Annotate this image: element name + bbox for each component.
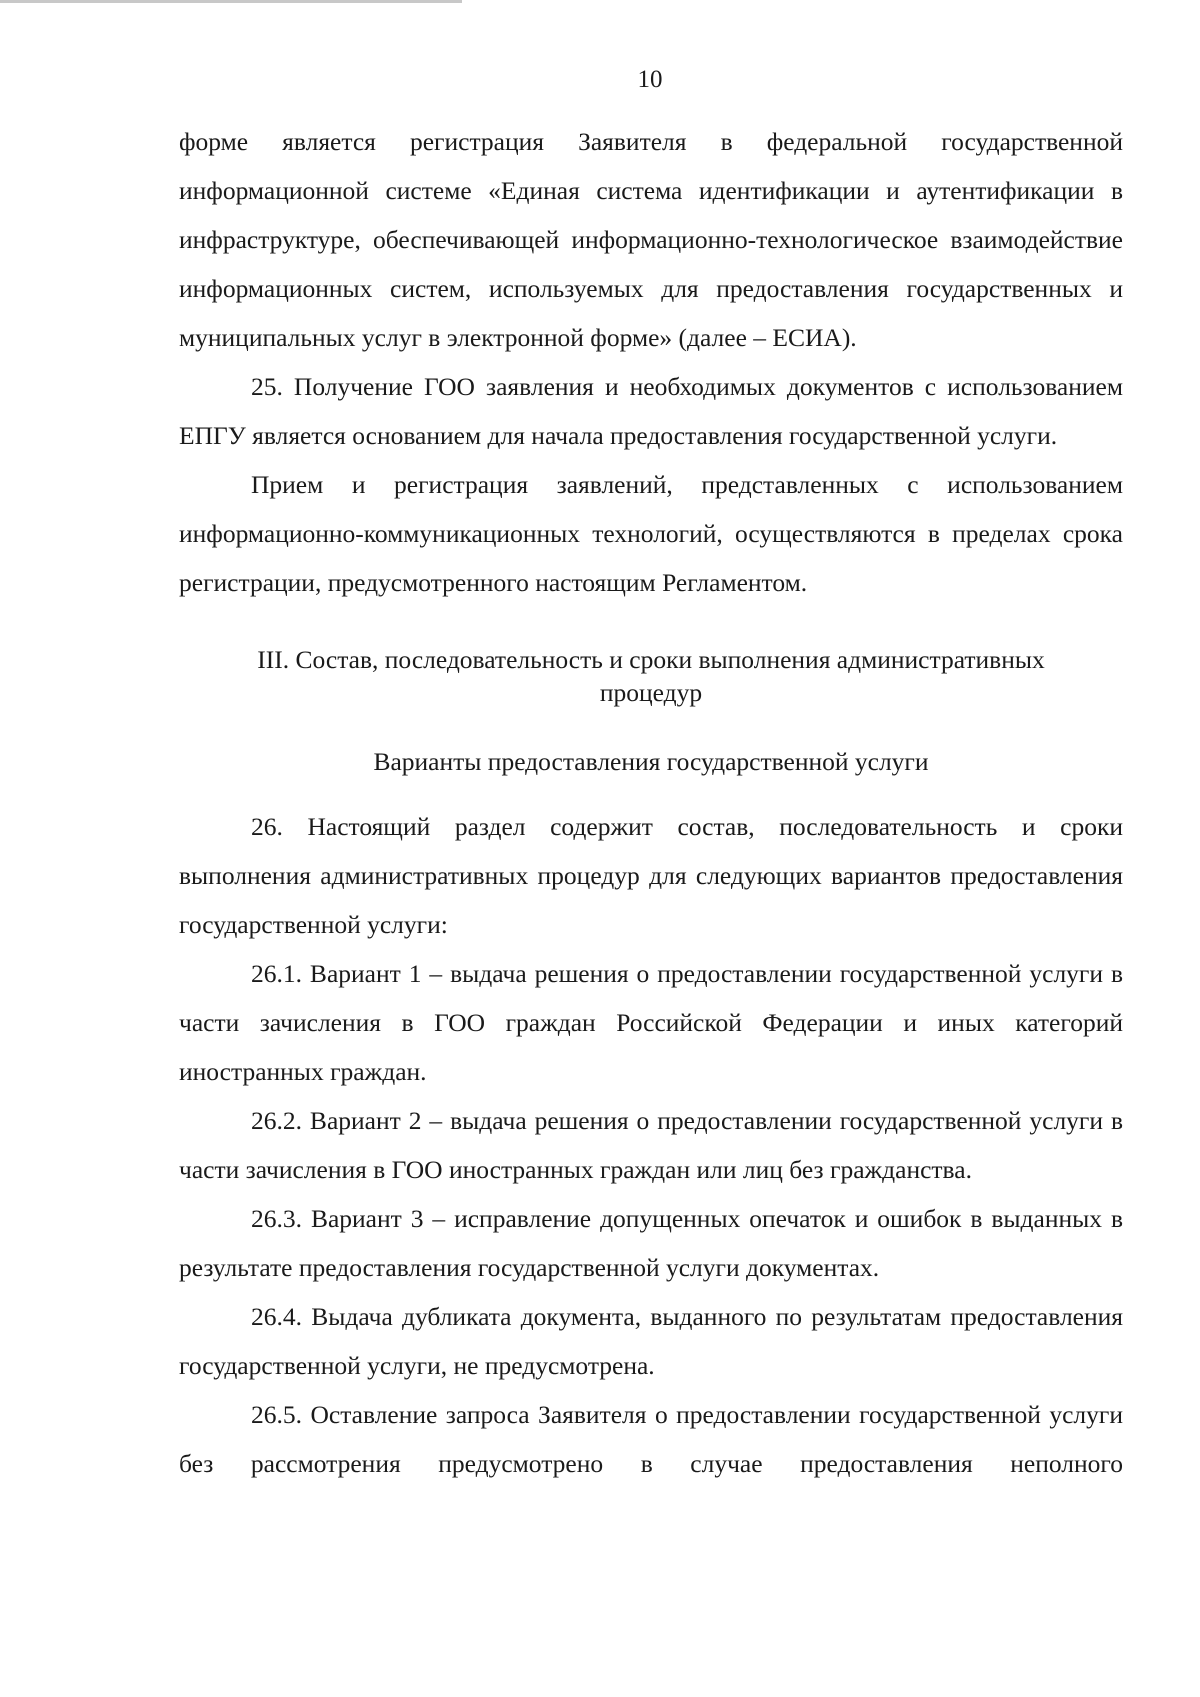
heading-line: III. Состав, последовательность и сроки выполнения административных xyxy=(257,645,1045,674)
text-line: услуги без рассмотрения предусмотрено в случае предоставления неполного xyxy=(179,1400,1124,1478)
text-line: информационной системе «Единая система идентификации и аутентификации в xyxy=(179,176,1123,205)
text-line: 26.5. Оставление запроса Заявителя о предоставлении государственной xyxy=(251,1400,1041,1429)
text-line: 26.4. Выдача дубликата документа, выданного по результатам xyxy=(251,1302,942,1331)
text-line: услуги в части зачисления в ГОО граждан Российской Федерации и иных xyxy=(179,959,1123,1037)
text-line: взаимодействие информационных систем, используемых для предоставления xyxy=(179,225,1123,303)
section-heading-iii xyxy=(179,643,1123,709)
paragraph-25 xyxy=(179,362,1123,460)
text-line: 26. Настоящий раздел содержит состав, последовательность и сроки xyxy=(251,812,1123,841)
paragraph-26-3 xyxy=(179,1194,1123,1292)
text-line: 25. Получение ГОО заявления и необходимых документов xyxy=(251,372,914,401)
paragraph-26 xyxy=(179,802,1123,949)
paragraph-esia-registration xyxy=(179,117,1123,362)
text-line: (далее – ЕСИА). xyxy=(678,323,857,352)
text-line: услуги в части зачисления в ГОО иностранных граждан или лиц без xyxy=(179,1106,1123,1184)
text-line: Прием и регистрация заявлений, представленных с использованием xyxy=(251,470,1123,499)
subsection-heading-variants xyxy=(179,737,1123,786)
text-line: государственных и муниципальных услуг в электронной форме» xyxy=(179,274,1123,352)
text-line: с использованием ЕПГУ является основанием для начала предоставления xyxy=(179,372,1123,450)
paragraph-reception-registration xyxy=(179,460,1123,607)
page-number: 10 xyxy=(637,66,663,93)
text-line: выполнения административных процедур для следующих вариантов xyxy=(179,861,942,890)
text-line: 26.3. Вариант 3 – исправление допущенных опечаток и ошибок xyxy=(251,1204,962,1233)
scan-edge-line xyxy=(0,0,462,3)
paragraph-26-5 xyxy=(179,1390,1123,1488)
text-line: гражданства. xyxy=(830,1155,972,1184)
text-line: предоставления государственной услуги: xyxy=(179,861,1123,939)
document-body xyxy=(179,117,1123,1488)
text-line: категорий иностранных граждан. xyxy=(179,1008,1123,1086)
paragraph-26-2 xyxy=(179,1096,1123,1194)
text-line: в выданных в результате предоставления государственной услуги документах. xyxy=(179,1204,1124,1282)
heading-line: Варианты предоставления государственной услуги xyxy=(373,747,929,776)
text-line: 26.2. Вариант 2 – выдача решения о предоставлении государственной xyxy=(251,1106,1022,1135)
text-line: государственной услуги. xyxy=(789,421,1058,450)
paragraph-26-4 xyxy=(179,1292,1123,1390)
text-line: 26.1. Вариант 1 – выдача решения о предоставлении государственной xyxy=(251,959,1022,988)
text-line: инфраструктуре, обеспечивающей информационно-технологическое xyxy=(179,225,939,254)
text-line: в пределах срока регистрации, предусмотренного настоящим Регламентом. xyxy=(179,519,1123,597)
heading-line: процедур xyxy=(599,678,703,707)
text-line: предоставления государственной услуги, не предусмотрена. xyxy=(179,1302,1124,1380)
paragraph-26-1 xyxy=(179,949,1123,1096)
text-line: информационно-коммуникационных технологий, осуществляются xyxy=(179,519,916,548)
text-line: форме является регистрация Заявителя в федеральной государственной xyxy=(179,127,1123,156)
